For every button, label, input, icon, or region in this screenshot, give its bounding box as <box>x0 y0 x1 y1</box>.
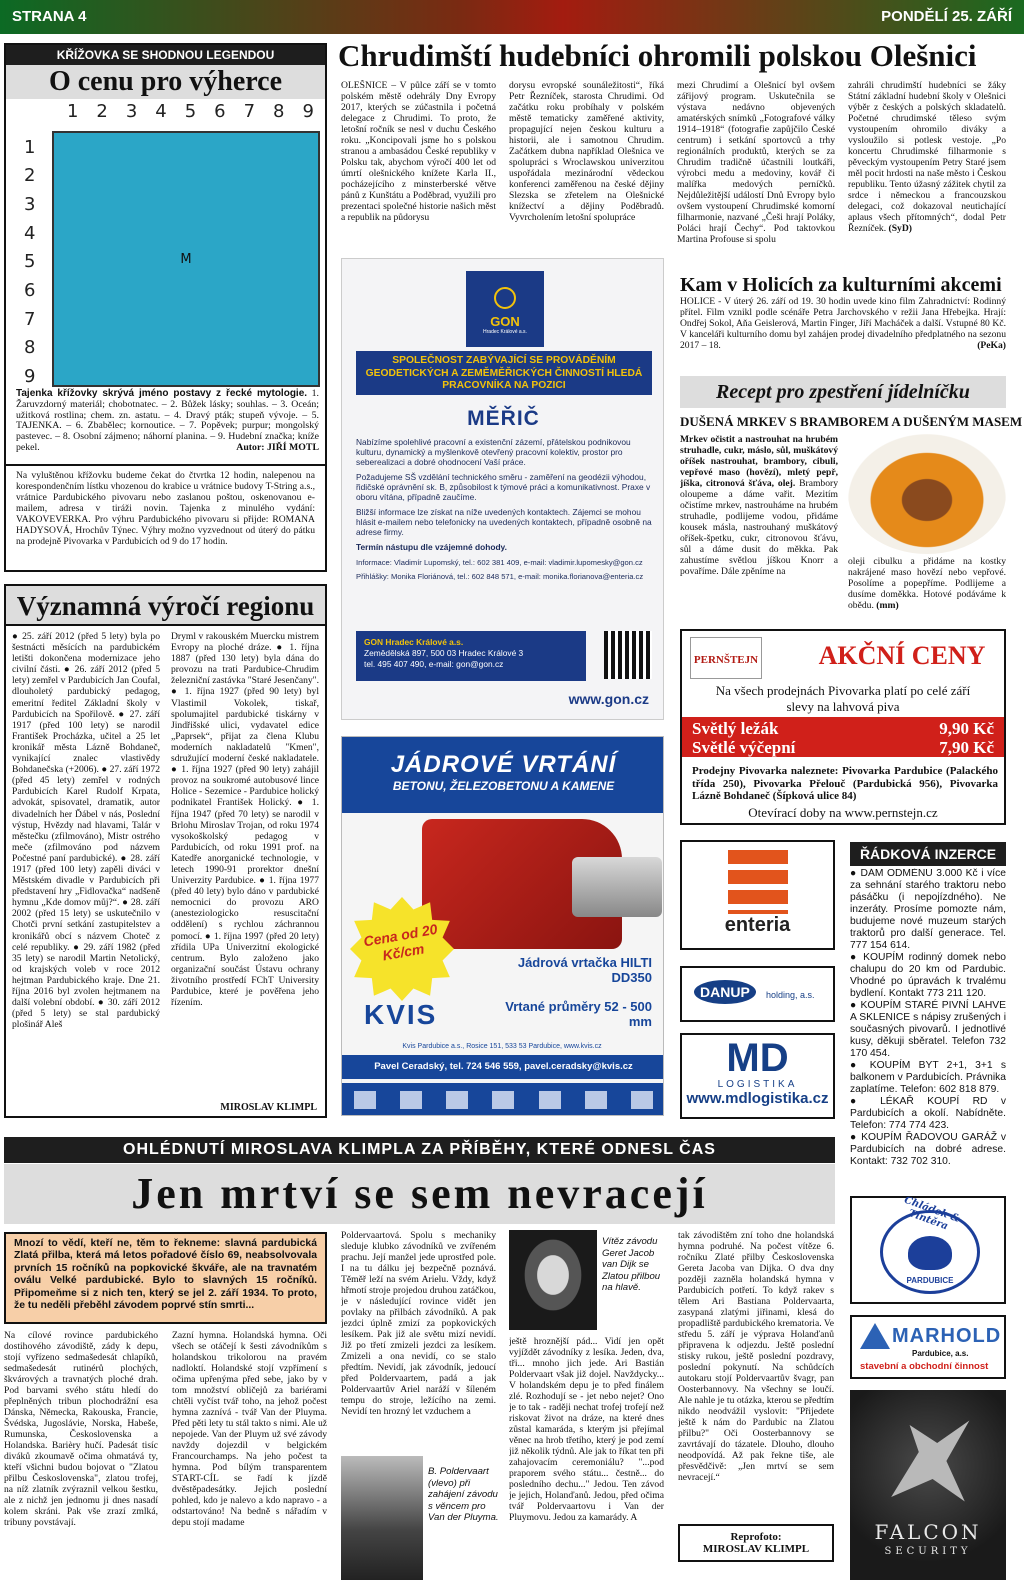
col-number: 8 <box>273 101 285 122</box>
crossword-title: O cenu pro výherce <box>6 65 325 99</box>
row-number: 5 <box>24 251 36 273</box>
winner-photo <box>509 1230 597 1330</box>
price-item-label: Světlý ležák <box>692 719 779 738</box>
service-icon <box>631 1091 653 1109</box>
col-number: 6 <box>214 101 226 122</box>
feature-col4: ještě hroznější pád... Vidí jen opět vyjíždět závodníky z lesíka. Jeden, dva, tři... mnoho jich jede. Ari Bastián Poldervaart však již dojel. Navždycky... V holandském depu je to před finálem zlé. Rozhodují se - jet nebo nejet? Ono je to tak - raději nechat trofej trofejí než riskovat život na dráze, na které dnes zůstal kamaráda, s kterým jsi přejímal věnec na hrob třetího, který je pod zemí již několik týdnů. Ale jak to říkat ten při zahajovacím ceremoniálu? "...pod praporem svého státu... čestně... do posledního dechu..." Jedou. Ten závod je jejich, Holanďanů. Jedou, před očima tvář Poldervaartovu i Van der Pluymovu. Jedou za kamarády. A <box>509 1336 664 1523</box>
classified-item: ● DÁM ODMĚNU 3.000 Kč i více za sehnání starého traktoru nebo pásáčku (i nepojízdného). Ne inzeráty. Prosíme pomozte nám, budujeme nové muzeum starých traktorů pro další generace. Tel. 777 154 614. <box>850 868 1006 951</box>
falcon-icon <box>882 1416 974 1506</box>
chladek-tintera-ad[interactable]: Chládek & Tintěra PARDUBICE <box>850 1196 1006 1304</box>
recipe-col1: Mrkev očistit a nastrouhat na hrubém struhadle, cukr, máslo, sůl, muškátový oříšek nastrouhat, brambory, cibuli, vepřové maso (hovězí), mletý pepř, jíška, citronová šťáva, olej. Brambory oloupeme a dáme vařit. Mezitím očistíme mrkev, nastrouháme na hrubém struhadle, podlijeme vodou, přidáme kousek másla, nastrouhaný muškátový oříšek-špetku, cukr, citronovou šťávu, sůl a dáme dusit do měkka. Pak zahustíme světlou jíškou Knorr a povaříme. Dále zpěníme na <box>680 434 838 577</box>
service-icon <box>354 1091 376 1109</box>
pernstejn-web[interactable]: Otevírací doby na www.pernstejn.cz <box>748 805 938 820</box>
col-number: 9 <box>302 101 314 122</box>
col-number: 2 <box>96 101 108 122</box>
reprint-credit: Reprofoto: MIROSLAV KLIMPL <box>678 1524 834 1562</box>
crossword-row-numbers <box>24 133 44 391</box>
holice-text: HOLICE - V úterý 26. září od 19. 30 hodin uvede kino film Zahradnictví: Rodinný přítel. Film vznikl podle scénáře Petra Jarchovského v režii Jana Hřebejka. Hrají: Ondřej Sokol, Aňa Geislerová, Martin Finger, Jiří Macháček a další. Vstupné 80 Kč. V kanceláři kulturního domu byl zahájen prodej divadelního předplatného na sezonu 2017 – 18. (PeKa) <box>680 296 1006 351</box>
gon-web-link[interactable]: www.gon.cz <box>568 691 649 707</box>
anniversaries-col1: ● 25. září 2012 (před 5 lety) byla po šestnácti měsících na pardubickém letišti dokončena modernizace jeho civilní části. ● 26. září 2012 (před 5 lety) zemřel v Pardubicích Jan Coufal, dlouholetý pardubický pedagog, emeritní ředitel Základní školy v Pardubicích na Spořilově. ● 27. září 1917 (před 100 lety) se narodil František Procházka, učitel a 25 let kronikář města Lázně Bohdaneč, vynikající znalec vlastivědy Bohdanečska (+2006). ● 27. září 1972 (před 45 lety) zemřel v rodných Pardubicích Karel Rudolf Krpata, advokát, spisovatel, dramatik, autor divadelních her Ďábel v nás, Poslední výstup, Hvězdy nad hlavami, Talár v městečku (zfilmováno), Mistr ostrého meče (zfilmováno pod názvem Počestné paní pardubické). ● 28. září 1917 (před 100 lety) zapěli diváci v Městském divadle v Pardubicích při představení hry „Fidlovačka“ nadšeně hymnu „Kde domov můj?“. ● 28. září 2002 (před 15 lety) se uskutečnilo v Chotči první setkání zastupitelstev a kronikářů obcí s názvem Choteč z celé republiky. ● 29. září 1982 (před 35 lety) se narodil Martin Netolický, od krajských voleb v roce 2012 hejtman Pardubického kraje. Dne 21. října 2016 byl zvolen hejtmanem na další volební období. ● 30. září 2012 (před 5 lety) se stal pardubický plošinář Aleš <box>12 631 160 1031</box>
anniversaries-panel <box>4 624 327 1118</box>
crossword-column-numbers <box>58 101 323 125</box>
gon-headline: SPOLEČNOST ZABÝVAJÍCÍ SE PROVÁDĚNÍM GEODETICKÝCH A ZEMĚMĚŘICKÝCH ČINNOSTÍ HLEDÁ PRACOVNÍKA NA POZICI <box>356 351 652 395</box>
poldervaart-photo <box>341 1456 423 1580</box>
main-article-col1: OLEŠNICE – V půlce září se v tomto polském městě odehrály Dny Evropy 2017, kterých se zúčastnila i početná delegace z Chrudimi. To proto, že letošní ročník se nesl v duchu Českého roku. „Koncipovali jsme ho s polskou stranou a ambasádou České republiky v Polsku tak, abychom výročí 400 let od úmrtí olešnického knížete Karla II., pocházejícího z minsterberské větve pánů z Kunštátu a Poděbrad, využili pro prezentaci společné historie našich měst a republik na půdorysu <box>341 80 496 223</box>
feature-banner: OHLÉDNUTÍ MIROSLAVA KLIMPLA ZA PŘÍBĚHY, KTERÉ ODNESL ČAS <box>4 1137 835 1163</box>
recipe-col2: oleji cibulku a přidáme na kostky nakrájené maso hovězí nebo vepřové. Posolíme a popepříme. Podlijeme a dusíme doměkka. Hotové podáváme k obědu. (mm) <box>848 556 1006 611</box>
row-number: 7 <box>24 308 36 330</box>
classified-item: ● KOUPÍM ŘADOVOU GARÁŽ v Pardubicích na dobré adrese. Kontakt: 732 702 310. <box>850 1132 1006 1167</box>
marhold-ad[interactable]: MARHOLD Pardubice, a.s. stavební a obchodní činnost <box>850 1315 1006 1379</box>
row-number: 3 <box>24 194 36 216</box>
classified-item: ● KOUPÍM BYT 2+1, 3+1 s balkonem v Pardubicích. Právnika zaplatíme. Telefon: 602 818 879. <box>850 1060 1006 1095</box>
feature-col2: Zazní hymna. Holandská hymna. Oči všech se otáčejí k šesti závodníkům s holandskou trikolorou na pravém nadloktí. Holandské stojí vzpřímení s očima upřenýma před sebe, jako by v tom množství obličejů za bariérami chtěli vyčíst tvář toho, na jehož počest hymna zaznívá - tvář Van der Pluyma. Před pěti lety tu stál takto s nimi. Ale už nepojede. Van der Pluym už své závody navždy dojezdil v belgickém Francourchamps. Na jeho počest ta hymna. Pod bílým transparentem START-CÍL se řadí k jízdě dvěstěpadesátky. Jejich poslední pohled, kdo je nalevo a kdo napravo - a odstartováno! Na bedně s nářadím v depu stojí madame <box>172 1330 327 1528</box>
row-number: 4 <box>24 222 36 244</box>
crossword-grid[interactable] <box>52 131 320 387</box>
marhold-logo-icon <box>860 1323 890 1349</box>
main-article-credit: (SyD) <box>888 223 912 234</box>
classifieds-list <box>850 868 1006 1188</box>
crossword-clues <box>16 389 319 454</box>
enteria-logo-icon <box>728 850 788 914</box>
holice-credit: (PeKa) <box>977 340 1006 351</box>
crossword-author: Autor: JIŘÍ MOTL <box>236 441 319 453</box>
recipe-dish-image <box>848 434 1006 554</box>
price-item-value: 9,90 Kč <box>939 719 994 738</box>
gon-emblem-icon <box>494 287 516 309</box>
recipe-ingredients: Mrkev očistit a nastrouhat na hrubém struhadle, cukr, máslo, sůl, muškátový oříšek nastrouhat, brambory, cibuli, vepřové maso (hovězí), mletý pepř, jíška, citronová šťáva, olej. <box>680 434 838 489</box>
service-icon <box>585 1091 607 1109</box>
crossword-kicker: KŘÍŽOVKA SE SHODNOU LEGENDOU <box>6 45 325 65</box>
service-icon <box>539 1091 561 1109</box>
photo-caption-poldervaart: B. Poldervaart (vlevo) při zahájení závodu s věncem pro Van der Pluyma. <box>428 1466 499 1523</box>
feature-lead: Mnozí to vědí, kteří ne, těm to řekneme: slavná pardubická Zlatá přilba, která má letos pořadové číslo 69, neabsolvovala prvních 15 ročníků na popkovické škváře, ale na travnatém oválu Velké pardubické. Bylo to slavných 15 ročníků. Připomeňme si z nich ten, který se jel 2. září 1934. To proto, že tu neděli přeběhl závodem poprvé stín smrti... <box>4 1232 327 1324</box>
gon-qr-code-icon[interactable] <box>604 631 652 679</box>
col-number: 7 <box>243 101 256 122</box>
crossword-rules: Na vyluštěnou křížovku budeme čekat do čtvrtka 12 hodin, nalepenou na korespondenčním lístku vhozenou do krabice u vrátnice budovy T-String a.s., vrátnice Pardubického pivovaru nebo zaslanou poštou, oskenovanou e-mailem, adresa v tiráži novin. Tajenka z minulého vydání: VAKOVEVERKA. Pro výhru Pardubického pivovaru si přijde: ROMANA HADYSOVÁ, Hrochův Týnec. Výhry možno vyzvednout od úterý do pátku na prodejně Pivovarka v Pardubicích od 9 do 17 hodin. <box>4 466 327 572</box>
kvis-address: Kvis Pardubice a.s., Rosice 151, 533 53 Pardubice, www.kvis.cz <box>402 1043 602 1050</box>
feature-title: Jen mrtví se sem nevracejí <box>4 1164 835 1224</box>
recipe-title: DUŠENÁ MRKEV S BRAMBOREM A DUŠENÝM MASEM <box>680 414 1023 429</box>
pernstejn-prices <box>682 717 1004 757</box>
kvis-title: JÁDROVÉ VRTÁNÍ <box>390 751 617 778</box>
pernstejn-title: AKČNÍ CENY <box>818 641 986 670</box>
col-number: 5 <box>184 101 197 122</box>
gon-body: Nabízíme spolehlivé pracovní a existenční zázemí, přátelskou podnikovou kulturu, dynamický a myšlenkově otevřený pracovní kolektiv, prostor pro seberealizaci a dobré ohodnocení Vaší práce. Požadujeme SŠ vzdělání technického směru - zaměření na geodézii výhodou, řidičské oprávnění sk. B, způsobilost k týmové práci a komunikativnost. Praxe v oboru vítána, případně zaučíme. Bližší informace lze získat na níže uvedených kontaktech. Zájemci se mohou hlásit e-mailem nebo telefonicky na uvedených kontaktech, případně osobně na adrese firmy. Termín nástupu dle vzájemné dohody. Informace: Vladimír Lupomský, tel.: 602 381 409, e-mail: vladimir.lupomesky@gon.cz Přihlášky: Monika Floriánová, tel.: 602 848 571, e-mail: monika.florianova@enteria.cz <box>356 437 652 581</box>
danup-ad[interactable]: DANUP holding, a.s. <box>680 966 835 1022</box>
holice-title: Kam v Holicích za kulturními akcemi <box>680 274 1002 296</box>
service-icon <box>400 1091 422 1109</box>
pernstejn-stores: Prodejny Pivovarka naleznete: Pivovarka Pardubice (Palackého třída 250), Pivovarka Přelouč (Pardubická 956), Pivovarka Lázně Bohdaneč (Šípková ulice 84) <box>692 765 998 802</box>
row-number: 1 <box>24 136 36 158</box>
kvis-drill-model: Jádrová vrtačka HILTI DD350 <box>517 955 652 985</box>
issue-date: PONDĚLÍ 25. ZÁŘÍ <box>881 8 1012 25</box>
service-icon <box>446 1091 468 1109</box>
kvis-price: Cena od 20 Kč/cm <box>362 920 439 964</box>
feature-col5: tak závodištěm zní toho dne holandská hymna podruhé. Na počest vítěze 6. ročníku Zlaté přilby Československa Gereta Jacoba van Dijka. O dva dny později zazněla holandská hymna v Pardubicích potřetí. To když rakev s tělem Ari Bastiana Poldervaarta, zasypaná zlatými jiřinami, klesá do propadliště pardubického krematoria. Ve středu 5. září je výprava Holanďanů připravena k odjezdu. Ještě poslední stisky rukou, ještě poslední pozdravy, poslední pokynutí. Na schůdcích autokaru stojí Poldervaartův švagr, pan Oosterbannovy. Na všechny se loučí. Ale nahle je tu otázka, kterou se předtím nikdo neodvážil vyslovit: "Přijedete ještě k nám do Pardubic na Zlatou přilbu?" Oči Oosterbannovy se zavrtávají do tázatele. Dlouho, dlouho neodpovídá. Až pak řekne tiše, ale přesvědčivě: „Jen mrtví se sem nevracejí.“ <box>678 1230 834 1483</box>
gon-job-ad <box>341 258 664 720</box>
price-item-value: 7,90 Kč <box>939 738 994 757</box>
falcon-security-ad[interactable]: FALCON SECURITY <box>850 1390 1006 1580</box>
main-article-col2: dorysu evropské sounáležitosti“, říká Petr Řezníček, starosta Chrudimi. Od začátku roku probíhaly v polském městě tematicky zaměřené aktivity, propagující nejen českou kulturu a historii, ale i samotnou Chrudim. Začátkem dubna například Olešnica ve spolupráci s Wroclawskou univerzitou uspořádala mezinárodní vědeckou konferenci zaměřenou na české dějiny Slezska se zřetelem na Olešnické knížectví a dějiny Poděbradů. Vyvrcholením letošní spolupráce <box>509 80 664 223</box>
col-number: 1 <box>66 101 79 122</box>
gon-contact-box: GON Hradec Králové a.s. Zemědělská 897, 500 03 Hradec Králové 3 tel. 495 407 490, e-mail: gon@gon.cz <box>356 631 586 681</box>
recipe-credit: (mm) <box>876 600 899 611</box>
row-number: 8 <box>24 337 36 359</box>
kvis-drilling-ad <box>341 736 664 1116</box>
page-number: STRANA 4 <box>12 8 87 25</box>
crossword-clue-text: 1. Žaruvzdorný materiál; chobotnatec. – 2. Bůžek lásky; souhlas. – 3. Oceán; užitková rostlina; chem. zn. astatu. – 4. Dravý pták; stupeň vývoje. – 5. TAJENKA. – 6. Zbabělec; kornoutice. – 7. Popěvek; purpur; mongolský pastevec. – 8. Osobní zájmeno; náhorní planina. – 9. Hudební značka; kníže pekel. <box>16 388 319 453</box>
kvis-contact: Pavel Ceradský, tel. 724 546 559, pavel.ceradsky@kvis.cz <box>342 1055 664 1079</box>
service-icon <box>492 1091 514 1109</box>
main-article-title: Chrudimští hudebníci ohromili polskou Olešnici <box>338 38 977 73</box>
gon-logo: GON Hradec Králové a.s. <box>466 271 544 347</box>
kvis-subtitle: BETONU, ŽELEZOBETONU A KAMENE <box>392 779 615 793</box>
kvis-logo: KVIS <box>364 999 438 1030</box>
drill-head-image <box>572 857 662 917</box>
enteria-ad[interactable]: enteria <box>680 840 835 950</box>
page-header <box>0 0 1024 34</box>
recipe-kicker: Recept pro zpestření jídelníčku <box>680 376 1006 408</box>
classified-item: ● LÉKAŘ KOUPÍ RD v Pardubicích a okolí. Nabídněte. Telefon: 774 774 423. <box>850 1096 1006 1131</box>
kvis-service-icons <box>342 1083 664 1116</box>
crossword-marker: M <box>54 133 318 385</box>
price-item-label: Světlé výčepní <box>692 738 796 757</box>
feature-col1: Na cílové rovince pardubického dostihového závodiště, zády k depu, stojí vyřízeno sedmašedesát chlapíků, sedmašedesát rutinérů plochých, škvárových a travnatých ploché drah. Pod barvami svého státu hledí do přeplněných tribun plochodrážní esa Dánska, Německa, Rakouska, Francie, Švédska, Jugoslávie, Norska, Habeše, Rumunska, Československa a Holandska. Barièry hučí. Padesát tisíc diváků zkoumavě očima ohmatává ty, kteří všichni budou bojovat o "Zlatou přilbu Československa", zlatou trofej, na níž zlatník zvýraznil velkou šestku, ale z nichž jen jednomu ji dnes nasadí kolem skráni. Pak vše zrazí zmlká, tribuny povstávají. <box>4 1330 158 1528</box>
hippo-icon <box>908 1236 952 1270</box>
col-number: 4 <box>155 101 167 122</box>
col-number: 3 <box>125 101 138 122</box>
main-article-col3: mezi Chrudimí a Olešnicí byl ovšem zářijový program. Uskutečnila se výstava nedávno objevených amatérských snímků „Fotografové války 1914–1918“ (fotografie zapůjčilo České centrum) i setkání sportovců a trhy regionálních produktů, kterých se za Chrudim tradičně účastnili loutkáři, výrobci medu a medoviny, kovář či malířka medových perníčků. Nejdůležitější událostí Dnů Evropy bylo ovšem vystoupení Chrudimské komorní filharmonie, nazvané „Češi hrají Poláky, Poláci hrají Čechy“. Pod taktovkou Martina Profouse si spolu <box>677 80 835 245</box>
anniversaries-title: Významná výročí regionu <box>4 584 327 624</box>
pernstejn-logo: PERNŠTEJN <box>690 637 762 679</box>
classified-item: ● KOUPÍM STARÉ PIVNÍ LAHVE A SKLENICE s nápisy zrušených i současných pivovarů. I jednotlivé kusy, děkuji sběratel. Telefon 732 170 454. <box>850 1000 1006 1059</box>
gon-position: MĚŘIČ <box>467 407 540 430</box>
anniversaries-col2: Dryml v rakouském Muercku mistrem Evropy na ploché dráze. ● 1. října 1887 (před 130 lety) byla dána do provozu na trati Pardubice-Chrudim železniční zastávka "Staré Jesenčany". ● 1. října 1927 (před 90 lety) byl Vlastimil Vokolek, tiskař, spolumajitel pardubické tiskárny v Jindřišské ulici, vydavatel edice „Paprsek“, přijat za člena Klubu moderních nakladatelů "Kmen", sdružující moderní české nakladatele. ● 1. října 1927 (před 90 lety) zahájil provoz na soukromé autobusové lince Holice - Sezemice - Pardubice holický podnikatel František Holický. ● 1. října 1947 (před 70 lety) se narodil v Brlohu Miroslav Trojan, od roku 1974 vysokoškolský pedagog v Pardubicích, od roku 1991 prof. na Katedře anorganické technologie, v letech 1990-91 prorektor dnešní Univerzity Pardubice. ● 1. října 1977 (před 40 lety) bylo dáno v pardubické nemocnici do provozu ARO (anesteziologicko resuscitační oddělení) s rychlou záchrannou pomocí. ● 1. října 1997 (před 20 lety) zřídila UPa Univerzitní ekologické centrum. Bylo založeno jako organizační součást Ústavu ochrany životního prostředí FChT University Pardubice, které je pověřena jeho řízením. <box>171 631 319 1009</box>
crossword-intro: Tajenka křížovky skrývá jméno postavy z řecké mytologie. <box>16 388 308 399</box>
classified-item: ● KOUPÍM rodinný domek nebo chalupu do 20 km od Pardubic. Vhodné po úpravách k trvalému bydlení. Kontakt 773 211 120. <box>850 952 1006 999</box>
crossword-panel <box>4 43 327 466</box>
classifieds-title: ŘÁDKOVÁ INZERCE <box>850 842 1006 866</box>
feature-col3: Poldervaartová. Spolu s mechaniky sleduje klubko závodníků ve zvířeném prachu. Její manžel jede uprostřed pole. I na tu dálku jej bezpečně poznává. Těměř leží na svém Arielu. Vždy, když hřmotí stroje projedou druhou zatáčkou, je v následující rovince vidět jen povlaky na přilbách závodníků. A pak jezdci úplně zmizí za popkovických lesíkem. Pak již ale světu mizí nevidí. Již po třetí zmizeli jezdci za lesíkem. Zmizeli a ona nevidí, co se stalo předtím. Nevidí, jak závodník, jedoucí před Poldervaartem, padá a jak Poldervaartův Ariel naráží v šíleném tempu do stroje, ležícího na zemi. Nevidí ten hrozný let vzduchem a <box>341 1230 496 1417</box>
anniversaries-author: MIROSLAV KLIMPL <box>220 1102 317 1113</box>
photo-caption-winner: Vítěz závodu Geret Jacob van Dijk se Zlatou přilbou na hlavě. <box>602 1236 661 1293</box>
row-number: 9 <box>24 366 36 388</box>
pernstejn-intro: Na všech prodejnách Pivovarka platí po celé září slevy na lahvová piva <box>715 683 971 714</box>
main-article-col4: zahráli chrudimští hudebníci se žáky Státní základní hudební školy v Olešnici výběr z českých a polských skladatelů. Početné chrudimské těleso svým vystoupením ohromilo diváky a vysloužilo si potlesk vestoje. „Po koncertu Chrudimské filharmonie s pěveckým vystoupením Petry Staré jsem měl pocit hrdosti na naše město i Českou republiku. Tento úžasný zážitek chytil za srdce i německou a francouzskou delegaci, což dokazoval neutichající aplaus všech přítomných“, dodal Petr Řezníček. (SyD) <box>848 80 1006 234</box>
kvis-diameters: Vrtané průměry 52 - 500 mm <box>505 999 652 1029</box>
row-number: 6 <box>24 280 36 302</box>
pernstejn-ad <box>680 629 1006 825</box>
kvis-header <box>342 737 664 813</box>
md-logistika-ad[interactable]: MD LOGISTIKA www.mdlogistika.cz <box>680 1033 835 1119</box>
row-number: 2 <box>24 165 36 187</box>
